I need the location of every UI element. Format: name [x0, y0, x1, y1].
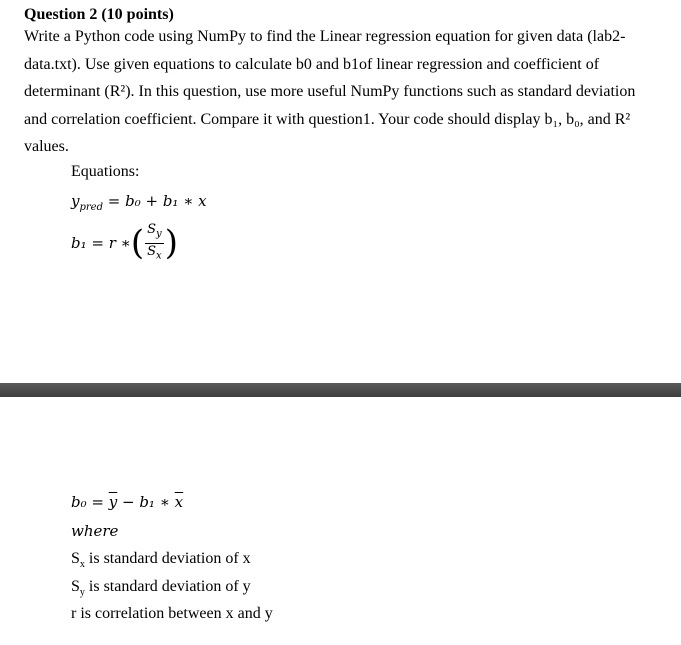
ypred-symbol: y	[71, 192, 80, 210]
page-break-bar	[0, 383, 681, 397]
sy-text: is standard deviation of y	[84, 578, 251, 595]
equations-heading: Equations:	[71, 163, 140, 180]
b0-mid: − b₁ ∗	[117, 493, 175, 511]
sx-subscript: x	[79, 559, 85, 571]
b1-equation	[71, 222, 178, 264]
sy-over-sx-fraction	[145, 222, 164, 264]
fraction-denominator	[145, 244, 164, 265]
sx-definition	[71, 550, 251, 570]
ypred-subscript: pred	[79, 202, 103, 213]
fraction-numerator	[145, 222, 164, 244]
r-definition: r is correlation between x and y	[71, 605, 273, 622]
sx-text: is standard deviation of x	[84, 550, 251, 567]
ypred-rhs: = b₀ + b₁ ∗ x	[103, 192, 207, 210]
left-paren: (	[130, 223, 145, 264]
sy-definition	[71, 578, 251, 598]
question-line: data.txt). Use given equations to calculate b0 and b1of linear regression and coefficient of	[24, 55, 600, 73]
right-paren: )	[164, 223, 178, 264]
question-line: values.	[24, 138, 69, 155]
denominator-subscript: x	[156, 250, 162, 262]
ypred-equation	[71, 192, 207, 213]
sx-symbol: S	[71, 550, 80, 567]
y-bar: $\overline{y}$	[108, 493, 118, 511]
b0-equation	[71, 493, 183, 511]
question-line: Write a Python code using NumPy to find the Linear regression equation for given data (lab2-	[24, 28, 626, 45]
question-title: Question 2 (10 points)	[24, 6, 174, 23]
denominator-symbol: S	[147, 243, 157, 259]
question-line: and correlation coefficient. Compare it with question1. Your code should display b₁, b₀, and R²	[24, 110, 631, 128]
b0-lhs: b₀ =	[71, 493, 109, 511]
page-bottom	[0, 397, 681, 645]
numerator-symbol: S	[147, 222, 157, 237]
x-bar: $\overline{x}$	[174, 493, 184, 511]
question-body	[24, 23, 664, 161]
question-line: determinant (R²). In this question, use more useful NumPy functions such as standard deviation	[24, 83, 636, 100]
sy-symbol: S	[71, 578, 80, 595]
b1-lhs: b₁ = r ∗	[71, 234, 131, 253]
numerator-subscript: y	[156, 228, 162, 240]
where-label: where	[71, 522, 119, 540]
sy-subscript: y	[79, 587, 85, 599]
